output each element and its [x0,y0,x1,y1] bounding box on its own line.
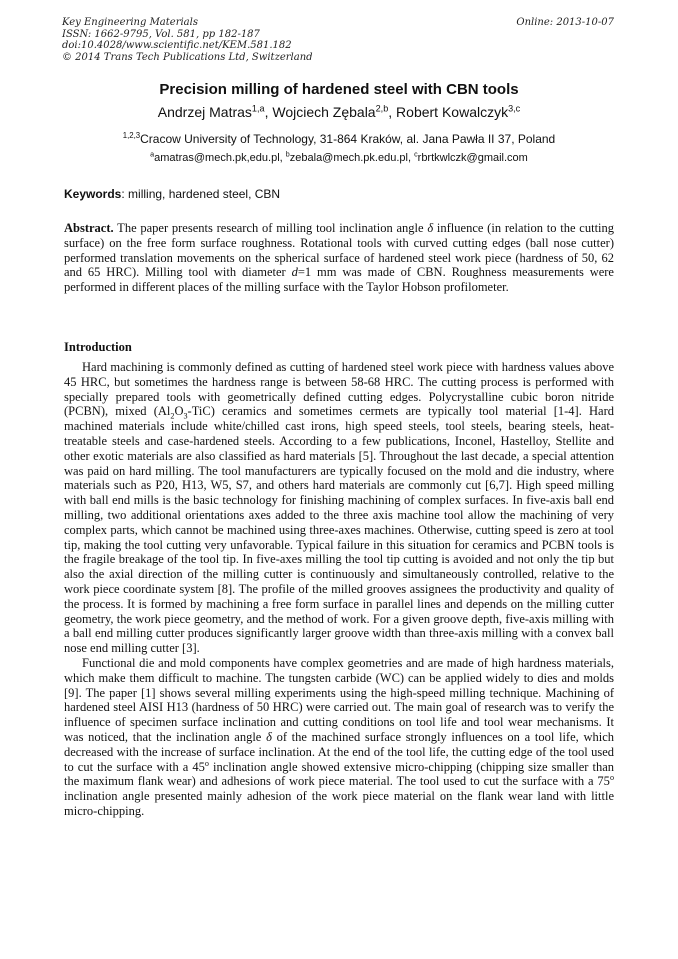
paragraph-text: -TiC) ceramics and sometimes cermets are typically tool material [1-4]. Hard machined materials include white/chilled cast irons, high speed steels, tool steels, bearing steels, heat-treatable steels and case-hardened steels. According to a few publications, Inconel, Hastelloy, Stellite and other exotic materials are also classified as hard materials [5]. Throughout the last decade, a special attention was paid on hard milling. The tool manufacturers are typically focused on the mold and die industry, where materials such as P20, H13, W5, S7, and others hard materials are commonly cut [6,7]. High speed milling with ball end mills is the basic technology for finishing machining of complex surfaces. In five-axis ball end milling, two additional orientations axes added to the three axis machine tool allow the machining of very complex parts, which cannot be machined using three-axes machines. Otherwise, cutting speed is zero at tool tip, making the tool cutting very unfavorable. Typical failure in this situation for ceramics and PCBN tools is the fragile breakage of the tool tip. In five-axes milling the tool tip cutting is avoided and not only the tip but also the axial direction of the milling cutter is continuously and simultaneously controlled, relative to the work piece coordinate system [8]. The profile of the milled grooves assignees the productivity and quality of the process. It is formed by machining a free form surface in parallel lines and depends on the milling cutter geometry, the work piece geometry, and the method of work. For a given groove depth, five-axis milling with a ball end milling cutter produces significantly larger groove width than three-axis milling with a convex ball nose end milling cutter [3]. [64,404,615,656]
affiliation [0,132,678,146]
email-address: zebala@mech.pk.edu.pl [289,152,408,164]
author-name: Wojciech Zębala [272,104,376,120]
abstract-text: The paper presents research of milling tool inclination angle [113,221,428,235]
keywords-label: Keywords [64,187,122,201]
abstract-text: =1 mm was made of CBN. Roughness measurements were performed in different places of the milling surface with the Taylor Hobson profilometer. [64,265,614,295]
subscript: 3 [183,411,188,421]
author-list: Andrzej Matras$^{1,a}$, Wojciech Zębala$^{2,b}$, Robert Kowalczyk$^{3,c}$ [157,103,521,120]
paragraph [64,360,614,656]
introduction-body [64,360,614,819]
author-sup: 2,b [375,103,389,114]
email-address: rbrtkwlczk@gmail.com [417,152,528,164]
keywords [64,187,280,201]
journal-header [62,17,313,63]
paragraph [64,656,614,819]
author-sup: 3,c [508,103,521,114]
paragraph-text: Functional die and mold components have complex geometries and are made of high hardness materials, which make them difficult to machine. The tungsten carbide (WC) can be applied widely to dies and molds [9]. The paper [1] shows several milling experiments using the high-speed milling technique. Machining of hardened steel AISI H13 (hardness of 50 HRC) were carried out. The main goal of research was to verify the influence of specimen surface inclination and cutting conditions on tool life and tool wear mechanisms. It was noticed, that the inclination angle [64,655,614,744]
delta-symbol: δ [266,729,272,744]
paragraph-text: Hard machining is commonly defined as cutting of hardened steel work piece with hardness values above 45 HRC, but sometimes the hardness range is between 58-68 HRC. The cutting process is performed with specially prepared tools with geometrically defined cutting edges. Polycrystalline cubic boron nitride (PCBN), mixed (Al [64,360,614,419]
paper-title: Precision milling of hardened steel with CBN tools [159,81,519,98]
degree-mark: o [609,773,614,783]
abstract-d: d [291,265,298,280]
author-name: Andrzej Matras [157,104,252,120]
journal-name: Key Engineering Materials [62,17,198,28]
paragraph-text: inclination angle presented mainly adhesion of the work piece material on the flank wear land with little micro-chipping. [64,789,614,818]
journal-copyright: © 2014 Trans Tech Publications Ltd, Switzerland [62,51,313,63]
email-sup: a [150,150,155,159]
email-address: amatras@mech.pk,edu.pl [154,152,280,164]
email-sup: b [285,150,290,159]
paragraph-text: inclination angle showed extensive micro-chipping (chipping size smaller than the maximum flank wear) and adhesions of work piece material. The tool used to cut the surface with a 75 [64,759,614,789]
affiliation-text: Cracow University of Technology, 31-864 Kraków, al. Jana Pawła II 37, Poland [140,132,556,146]
abstract-delta: δ [427,221,434,235]
section-heading-introduction: Introduction [64,340,132,354]
online-date: Online: 2013-10-07 [516,17,614,28]
paragraph-text: of the machined surface strongly influences on a tool life, which decreased with the increase of surface inclination. At the end of the tool life, the cutting edge of the tool used to cut the surface with a 45 [64,729,614,774]
abstract-text: influence (in relation to the cutting surface) on the free form surface roughness. Rotational tools with curved cutting edges (ball nose cutter) performed translation movements on the spherical surface of hardened steel work piece (hardness of 50, 62 and 65 HRC). Milling tool with diameter [64,221,615,280]
author-name: Robert Kowalczyk [396,104,509,120]
abstract-label: Abstract. [64,221,114,235]
paragraph-text: O [174,404,184,419]
journal-issn: ISSN: 1662-9795, Vol. 581, pp 182-187 [62,28,260,40]
degree-mark: o [204,758,209,768]
email-sup: c [414,150,418,159]
author-sup: 1,a [251,103,265,114]
affiliation-sup: 1,2,3 [122,131,141,140]
journal-doi: doi:10.4028/www.scientific.net/KEM.581.182 [62,40,292,51]
keywords-text: : milling, hardened steel, CBN [121,187,281,201]
subscript: 2 [170,411,175,421]
abstract [64,221,614,295]
email-list: $^a$amatras@mech.pk,edu.pl, $^b$zebala@mech.pk.edu.pl, $^c$rbrtkwlczk@gmail.com [150,150,528,164]
